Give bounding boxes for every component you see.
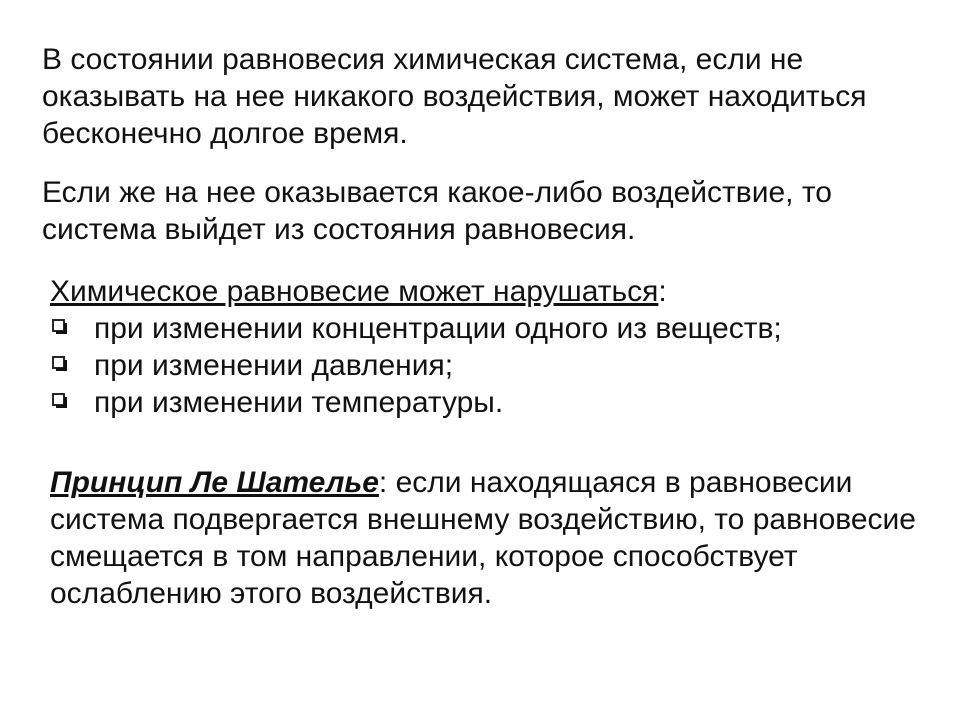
- conditions-list: [50, 310, 930, 421]
- principle-separator: :: [378, 466, 388, 499]
- disruption-conditions: [50, 273, 930, 421]
- principle-text: если находящаяся в равновесии система подвергается внешнему воздействию, то равновесие смещается в том направлении, которое способствует ослаблению этого воздействия.: [50, 466, 916, 610]
- checkbox-icon: [52, 393, 68, 409]
- checkbox-icon: [52, 319, 68, 335]
- paragraph-external-influence: Если же на нее оказывается какое-либо воздействие, то система выйдет из состояния равновесия.: [42, 176, 832, 246]
- list-item: [50, 384, 930, 421]
- paragraph-equilibrium-state: В состоянии равновесия химическая система, если не оказывать на нее никакого воздействия, может находиться бесконечно долгое время.: [42, 43, 867, 150]
- conditions-heading-text: Химическое равновесие может нарушаться: [50, 275, 659, 308]
- list-item-text: при изменении давления;: [94, 349, 454, 382]
- list-item: [50, 347, 930, 384]
- conditions-heading: [50, 273, 930, 310]
- principle-title: Принцип Ле Шателье: [50, 466, 379, 499]
- list-item-text: при изменении концентрации одного из веществ;: [94, 312, 782, 345]
- conditions-heading-colon: :: [658, 275, 667, 308]
- checkbox-icon: [52, 356, 68, 372]
- le-chatelier-principle: [50, 464, 930, 612]
- list-item: [50, 310, 930, 347]
- list-item-text: при изменении температуры.: [94, 386, 504, 419]
